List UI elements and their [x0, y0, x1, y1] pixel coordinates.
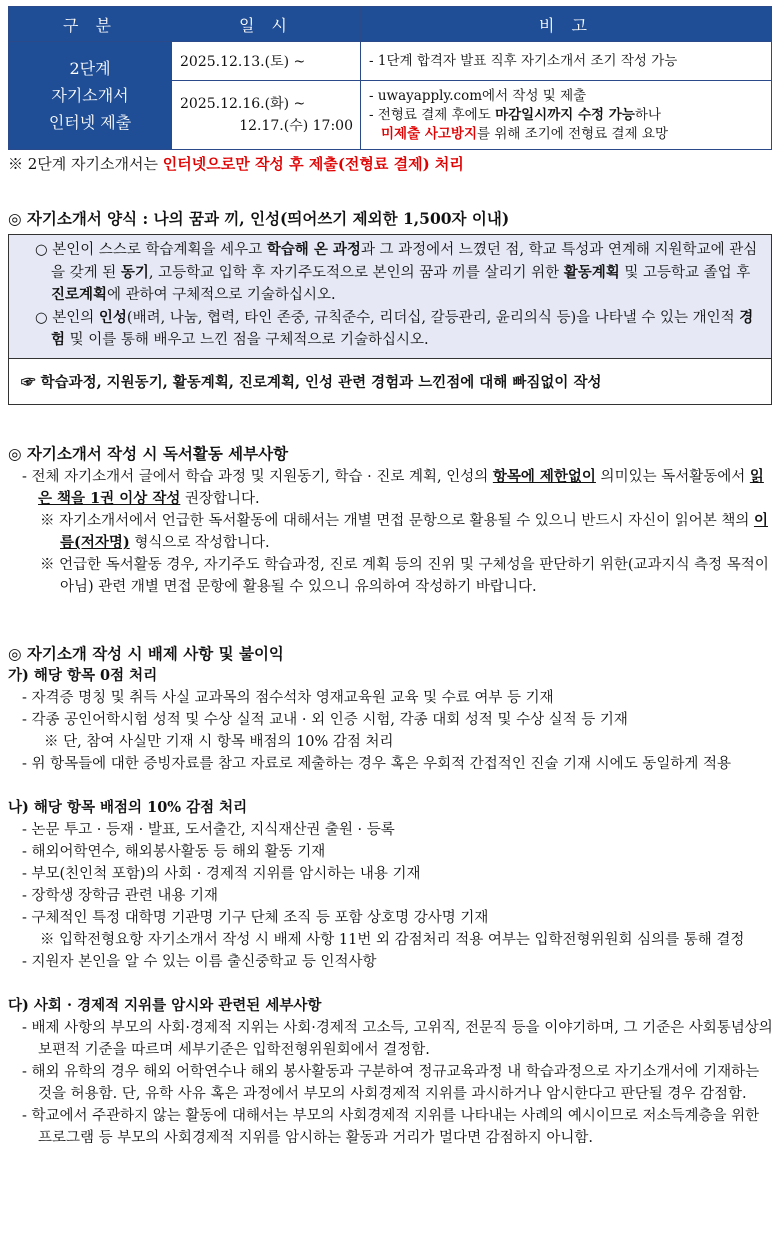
category-line: 자기소개서	[51, 86, 129, 105]
form-box-instructions	[9, 235, 771, 359]
text: ○ 본인이 스스로 학습계획을 세우고	[35, 242, 267, 258]
list-item: - 해외 유학의 경우 해외 어학연수나 해외 봉사활동과 구분하여 정규교육과정 내 학습과정으로 자기소개서에 기재하는 것을 허용함. 단, 유학 사유 혹은 과정에서 부모의 사회경제적 지위를 과시하거나 암시한다고 판단될 경우 감점함.	[22, 1064, 760, 1102]
row1-note: - 1단계 합격자 발표 직후 자기소개서 조기 작성 가능	[361, 42, 772, 81]
table-row	[9, 42, 772, 81]
notice-emph: 인터넷으로만 작성 후 제출(전형료 결제) 처리	[162, 155, 464, 173]
emph: 활동계획	[563, 263, 620, 281]
table-header-row	[9, 7, 772, 42]
category-line: 인터넷 제출	[48, 113, 132, 132]
category-cell	[9, 42, 172, 150]
note-line	[369, 125, 770, 144]
emph: 동기	[120, 263, 149, 281]
emph: 진로계획	[51, 286, 108, 303]
form-box	[8, 234, 772, 405]
row2-date	[172, 81, 361, 150]
note-line	[369, 106, 770, 125]
reading-note	[8, 510, 774, 554]
list-item: - 부모(친인척 포함)의 사회 · 경제적 지위를 암시하는 내용 기재	[22, 866, 421, 882]
exclusion-body	[8, 665, 774, 1149]
section-a-title: 가) 해당 항목 0점 처리	[8, 667, 158, 684]
text: 과 그 과정에서 느꼈던 점, 학교 특성과 연계해 지원학교에 관심을 갖게 된	[51, 242, 758, 281]
text: ○ 본인의	[35, 309, 99, 326]
text: - 전체 자기소개서 글에서 학습 과정 및 지원동기, 학습 · 진로 계획, 인성의	[22, 469, 493, 485]
form-heading: ◎ 자기소개서 양식 : 나의 꿈과 끼, 인성(띄어쓰기 제외한 1,500자 이내)	[8, 209, 510, 228]
text: 및 이를 통해 배우고 느낀 점을 구체적으로 기술하십시오.	[65, 332, 429, 348]
form-item-2	[21, 307, 761, 352]
note-emph: 마감일시까지 수정 가능	[495, 106, 635, 123]
reading-note: ※ 언급한 독서활동 경우, 자기주도 학습과정, 진로 계획 등의 진위 및 구체성을 판단하기 위한(교과지식 측정 목적이 아님) 관련 개별 면접 문항에 활용될 수 있으니 유의하여 작성하기 바랍니다.	[40, 557, 769, 595]
note-line: - uwayapply.com에서 작성 및 제출	[369, 87, 587, 104]
list-item: - 배제 사항의 부모의 사회·경제적 지위는 사회·경제적 고소득, 고위직, 전문직 등을 이야기하며, 그 기준은 사회통념상의 보편적 기준을 따르며 세부기준은 입학전형위원회에서 결정함.	[22, 1020, 773, 1058]
list-item: - 자격증 명칭 및 취득 사실 교과목의 점수석차 영재교육원 교육 및 수료 여부 등 기재	[22, 690, 554, 706]
list-item: - 논문 투고 · 등재 · 발표, 도서출간, 지식재산권 출원 · 등록	[22, 822, 395, 838]
text: 에 관하여 구체적으로 기술하십시오.	[107, 287, 336, 303]
section-c-title: 다) 사회 · 경제적 지위를 암시와 관련된 세부사항	[8, 997, 322, 1014]
list-item: - 구체적인 특정 대학명 기관명 기구 단체 조직 등 포함 상호명 강사명 기재	[22, 910, 489, 926]
text: , 고등학교 입학 후 자기주도적으로 본인의 꿈과 끼를 살리기 위한	[148, 264, 564, 281]
row2-note	[361, 81, 772, 150]
section-b-title: 나) 해당 항목 배점의 10% 감점 처리	[8, 799, 248, 816]
text: 및 고등학교 졸업 후	[619, 264, 751, 281]
list-item: - 장학생 장학금 관련 내용 기재	[22, 888, 219, 904]
category-line: 2단계	[69, 59, 111, 78]
list-item: - 각종 공인어학시험 성적 및 수상 실적 교내 · 외 인증 시험, 각종 대회 성적 및 수상 실적 등 기재	[22, 712, 628, 728]
emph: 경험	[51, 308, 754, 348]
note-text: 하나	[634, 106, 661, 123]
notice-text: ※ 2단계 자기소개서는	[8, 155, 163, 173]
text: 의미있는 독서활동에서	[595, 469, 750, 485]
note-red: 미제출 사고방지	[381, 125, 477, 142]
reading-heading: ◎ 자기소개서 작성 시 독서활동 세부사항	[8, 444, 289, 463]
list-item: - 학교에서 주관하지 않는 활동에 대해서는 부모의 사회경제적 지위를 나타내는 사례의 예시이므로 저소득계층을 위한 프로그램 등 부모의 사회경제적 지위를 암시하는 활동과 거리가 멀다면 감점하지 아니함.	[22, 1108, 760, 1146]
text: (배려, 나눔, 협력, 타인 존중, 규칙준수, 리더십, 갈등관리, 윤리의식 등)을 나타낼 수 있는 개인적	[126, 309, 740, 326]
list-item: - 위 항목들에 대한 증빙자료를 참고 자료로 제출하는 경우 혹은 우회적 간접적인 진술 기재 시에도 동일하게 적용	[22, 756, 731, 772]
emph: 항목에 제한없이	[492, 468, 596, 485]
exclusion-heading: ◎ 자기소개 작성 시 배제 사항 및 불이익	[8, 644, 284, 663]
note-text: 를 위해 조기에 전형료 결제 요망	[477, 125, 668, 142]
notice-line	[8, 154, 774, 175]
header-note: 비 고	[361, 7, 772, 42]
emph: 인성	[98, 308, 127, 326]
header-category: 구 분	[9, 7, 172, 42]
list-note: ※ 입학전형요항 자기소개서 작성 시 배제 사항 11번 외 감점처리 적용 여부는 입학전형위원회 심의를 통해 결정	[40, 932, 745, 948]
emph: 읽은 책을 1권 이상 작성	[38, 468, 764, 507]
note-text: - 전형료 결제 후에도	[369, 106, 496, 123]
text: 권장합니다.	[180, 491, 260, 507]
list-note: ※ 단, 참여 사실만 기재 시 항목 배점의 10% 감점 처리	[44, 734, 394, 750]
text: 형식으로 작성합니다.	[129, 535, 270, 551]
list-item: - 해외어학연수, 해외봉사활동 등 해외 활동 기재	[22, 844, 326, 860]
reading-item	[8, 466, 774, 510]
row1-date: 2025.12.13.(토) ~	[172, 42, 361, 81]
form-item-1	[21, 239, 761, 307]
header-date: 일 시	[172, 7, 361, 42]
date-line: 12.17.(수) 17:00	[239, 118, 353, 134]
list-item: - 지원자 본인을 알 수 있는 이름 출신중학교 등 인적사항	[22, 954, 377, 970]
date-line: 2025.12.16.(화) ~	[180, 96, 306, 112]
emph: 이름(저자명)	[60, 512, 768, 551]
form-box-summary: ☞ 학습과정, 지원동기, 활동계획, 진로계획, 인성 관련 경험과 느낀점에 대해 빠짐없이 작성	[21, 373, 602, 391]
emph: 학습해 온 과정	[266, 241, 361, 258]
schedule-table	[8, 6, 772, 150]
text: ※ 자기소개서에서 언급한 독서활동에 대해서는 개별 면접 문항으로 활용될 수 있으니 반드시 자신이 읽어본 책의	[40, 513, 754, 529]
reading-body	[8, 466, 774, 598]
